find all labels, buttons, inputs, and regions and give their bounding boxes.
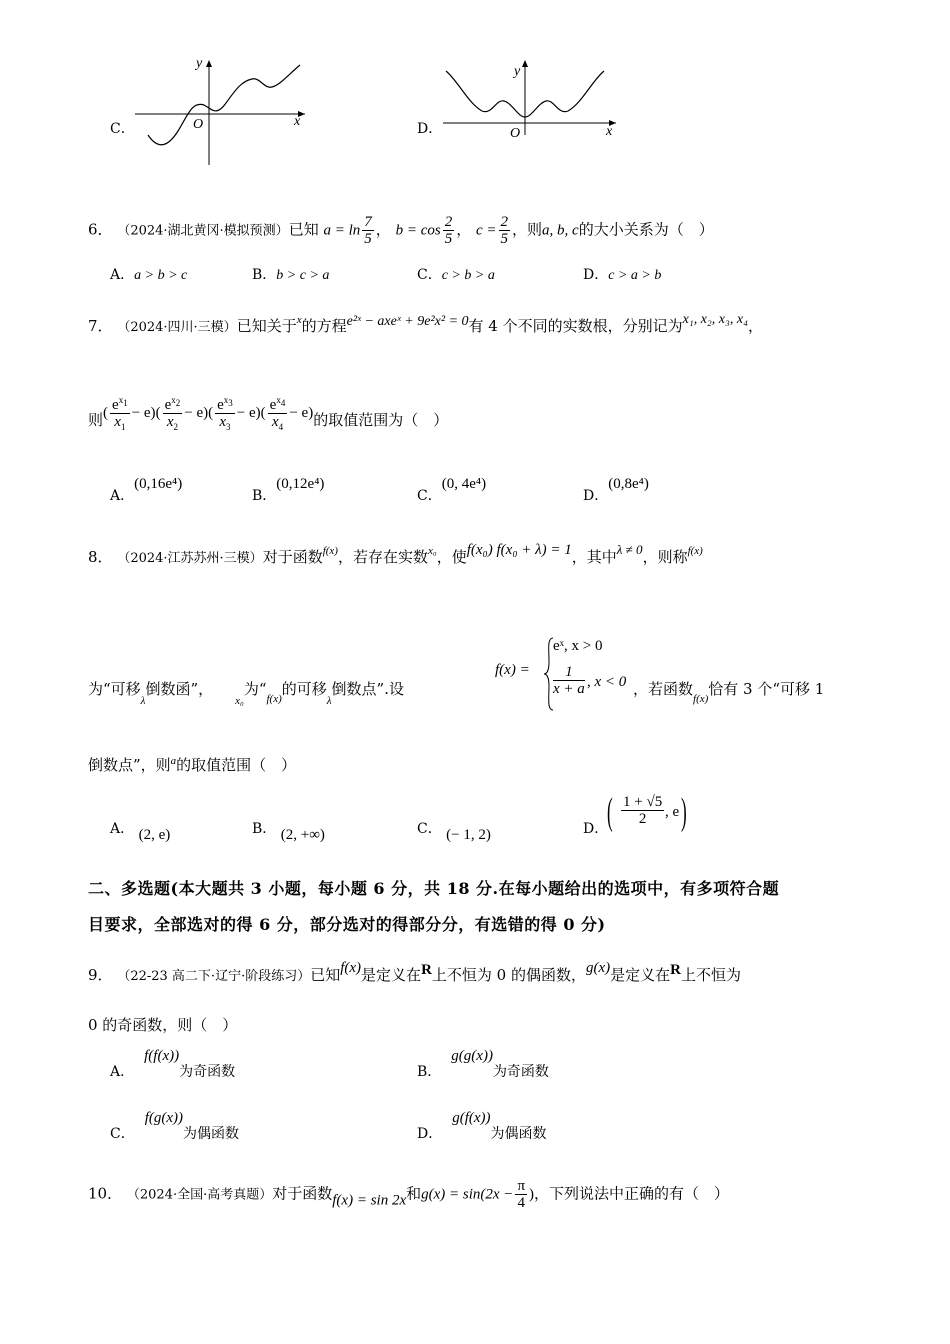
curve-c: [148, 65, 300, 145]
math-condition: f(x₀) f(x₀ + λ) = 1: [466, 542, 572, 558]
math-lambda: λ: [326, 695, 332, 707]
math-g-def: g(x) = sin(2x −: [421, 1186, 514, 1203]
question-text: ，使: [436, 548, 467, 566]
question-text: ，其中: [571, 548, 617, 566]
question-source: （2024·四川·三模）: [117, 320, 237, 335]
math-vars: a, b, c: [542, 222, 579, 239]
question-8-line3: [88, 754, 296, 775]
math-x0: x₀: [235, 695, 244, 707]
separator: ，: [747, 317, 763, 335]
q8-option-a[interactable]: A． (2, e): [110, 821, 171, 843]
graph-option-d: [438, 55, 618, 145]
question-text: 的方程: [301, 317, 347, 335]
graph-option-c: [130, 55, 310, 170]
question-text: 上不恒为 0 的偶函数，: [431, 966, 586, 984]
math-g-def-close: ): [529, 1186, 535, 1203]
x-axis-label: x: [606, 124, 613, 139]
y-axis-label: y: [196, 56, 203, 71]
question-text: 为“可移: [88, 680, 141, 698]
question-source: （2024·湖北黄冈·模拟预测）: [117, 223, 289, 239]
question-9: [88, 960, 741, 985]
question-text: 恰有 3 个“可移 1: [708, 680, 825, 698]
piecewise-lhs: f(x) =: [495, 662, 530, 678]
math-fx: f(x): [322, 545, 338, 557]
section-2-heading-line2: 目要求，全部选对的得 6 分，部分选对的得部分分，有选错的得 0 分): [88, 915, 606, 934]
question-6: [88, 214, 714, 247]
question-text: 的取值范围为（ ）: [313, 410, 449, 429]
option-d-label: D．: [417, 121, 443, 137]
question-7-product: [88, 392, 448, 435]
question-text: 已知关于: [236, 317, 297, 335]
question-text: 为“: [243, 680, 267, 698]
math-fx: f(x): [340, 960, 362, 976]
q6-option-c[interactable]: C．c > b > a: [417, 267, 495, 283]
question-text: ，若存在实数: [337, 548, 428, 566]
q7-option-c[interactable]: C．(0, 4e⁴): [417, 476, 487, 504]
product-term-4: ( $\frac{e^{x_4}}{x_4}$ − e): [261, 405, 314, 421]
question-text: 是定义在: [610, 966, 671, 984]
question-number: 8．: [88, 548, 113, 566]
question-text: 是定义在: [361, 966, 422, 984]
math-a: a: [170, 755, 177, 767]
question-text: 则: [88, 410, 104, 429]
question-number: 9．: [88, 966, 113, 984]
q9-option-b[interactable]: B．g(g(x))为奇函数: [417, 1048, 549, 1080]
math-fx: f(x): [687, 545, 703, 557]
origin-label: O: [193, 117, 204, 132]
q6-option-b[interactable]: B．b > c > a: [252, 267, 330, 283]
fraction-2-5: $\frac{2}{5}$: [500, 214, 509, 247]
math-b-def: b = cos: [395, 222, 441, 239]
left-paren: (: [607, 791, 613, 833]
question-10: [88, 1178, 729, 1211]
question-8: [88, 542, 703, 567]
q9-option-a[interactable]: A．f(f(x))为奇函数: [110, 1048, 236, 1080]
math-lambda-condition: λ ≠ 0: [616, 542, 643, 557]
math-roots: x₁, x₂, x₃, x₄: [682, 312, 748, 327]
question-text: ，下列说法中正确的有（ ）: [534, 1184, 730, 1203]
question-text: 上不恒为: [681, 966, 742, 984]
question-text: ，若函数: [633, 680, 694, 698]
section-2-heading: 二、多选题(本大题共 3 小题，每小题 6 分，共 18 分.在每小题给出的选项中，有多项符合题: [88, 879, 780, 898]
q9-option-c[interactable]: C．f(g(x))为偶函数: [110, 1110, 240, 1142]
origin-label: O: [510, 126, 521, 141]
math-a-def: a = ln: [323, 222, 361, 239]
question-text: 倒数点”，则: [88, 756, 171, 774]
q7-option-d[interactable]: D．(0,8e⁴): [583, 476, 649, 504]
q8-option-c[interactable]: C． (− 1, 2): [417, 821, 491, 843]
q6-option-d[interactable]: D．c > a > b: [583, 267, 662, 283]
math-fx: f(x): [693, 693, 709, 705]
question-number: 6．: [88, 220, 113, 239]
question-text: ，则称: [642, 548, 688, 566]
separator: ，: [456, 220, 472, 239]
piece-2-condition: , x < 0: [587, 674, 627, 690]
question-text: 的取值范围（ ）: [176, 756, 297, 774]
y-axis-label: y: [514, 64, 521, 79]
option-d-tail: , e: [665, 804, 680, 820]
product-term-1: ( $\frac{e^{x_1}}{x_1}$ − e): [103, 405, 156, 421]
question-text: 有 4 个不同的实数根，分别记为: [468, 317, 683, 335]
question-8-line2: [88, 678, 404, 707]
piece-2-fraction: $\frac{1}{x + a}$: [553, 664, 585, 697]
fraction-pi-4: $\frac{\pi}{4}$: [517, 1178, 526, 1211]
question-source: （2024·江苏苏州·三模）: [117, 551, 263, 566]
math-equation: e²ˣ − axeˣ + 9e²x² = 0: [346, 314, 469, 329]
question-8-line2-tail: [633, 678, 824, 705]
q6-option-a[interactable]: A．a > b > c: [110, 267, 188, 283]
product-term-2: ( $\frac{e^{x_2}}{x_2}$ − e): [156, 405, 209, 421]
y-axis-arrow: [522, 60, 528, 67]
question-text: 对于函数: [262, 548, 323, 566]
q8-option-b[interactable]: B． (2, +∞): [252, 821, 325, 843]
y-axis-arrow: [206, 60, 212, 67]
question-text: 和: [406, 1184, 422, 1203]
question-text: 的可移: [281, 680, 327, 698]
product-expression: [103, 395, 314, 432]
question-9-line2: 0 的奇函数，则（ ）: [88, 1016, 238, 1034]
math-fx: f(x): [266, 693, 282, 705]
fraction-2-5: $\frac{2}{5}$: [444, 214, 453, 247]
question-text: ，则: [512, 220, 543, 239]
q7-option-a[interactable]: A．(0,16e⁴): [110, 476, 183, 504]
math-R: R: [421, 962, 432, 978]
question-number: 10．: [88, 1184, 123, 1203]
question-text: 已知: [310, 966, 341, 984]
option-c-label: C．: [110, 121, 135, 137]
question-text: 倒数点”.设: [331, 680, 404, 698]
product-term-3: ( $\frac{e^{x_3}}{x_3}$ − e): [208, 405, 261, 421]
math-var-x: x: [296, 314, 302, 326]
x-axis-label: x: [294, 114, 301, 129]
question-7: [88, 312, 763, 336]
question-source: （22-23 高二下·辽宁·阶段练习）: [117, 969, 311, 984]
math-R: R: [670, 962, 682, 978]
piece-1: eˣ, x > 0: [553, 638, 603, 654]
math-f-def: f(x) = sin 2x: [332, 1192, 407, 1209]
right-paren: ): [681, 791, 687, 833]
separator: ，: [375, 220, 391, 239]
question-text: 对于函数: [272, 1184, 333, 1203]
q7-option-b[interactable]: B．(0,12e⁴): [252, 476, 325, 504]
math-lambda: λ: [140, 695, 146, 707]
question-source: （2024·全国·高考真题）: [126, 1187, 273, 1203]
math-gx: g(x): [586, 960, 611, 976]
q9-option-d[interactable]: D．g(f(x))为偶函数: [417, 1110, 547, 1142]
question-number: 7．: [88, 317, 113, 335]
question-text: 倒数函”，: [145, 680, 214, 698]
math-c-def: c =: [476, 222, 497, 239]
math-x0: x₀: [427, 545, 437, 557]
question-text: 已知: [288, 220, 319, 239]
option-d-fraction: $\frac{1 + √5}{2}$: [623, 794, 663, 827]
fraction-7-5: $\frac{7}{5}$: [364, 214, 372, 247]
question-text: 的大小关系为（ ）: [578, 220, 714, 239]
